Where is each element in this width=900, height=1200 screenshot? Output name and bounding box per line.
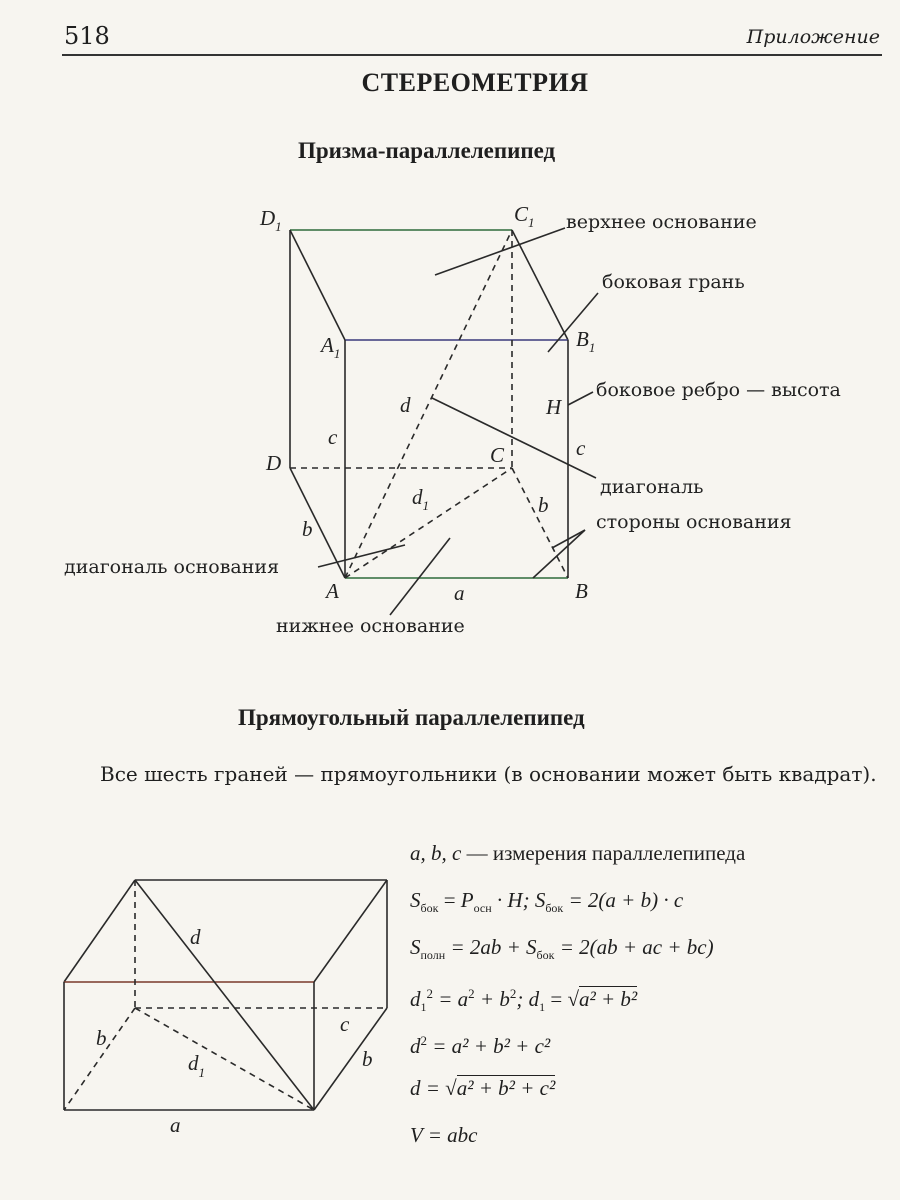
edge-label-c-left: c [328, 425, 338, 449]
box-space-diagonal [135, 880, 314, 1110]
box-label-b-left: b [96, 1026, 107, 1050]
sqrt-sign: √ [567, 987, 579, 1011]
leader-top-base [435, 228, 565, 275]
formula-total-area: $S_{полн} = 2ab + S_{бок} = 2(ab$ + ac + bc) [410, 935, 714, 963]
edge-label-b-back: b [538, 493, 549, 517]
box-label-d: d [190, 925, 201, 949]
base-diagonal-line [345, 468, 512, 578]
callout-bottom-base: нижнее основание [276, 615, 465, 637]
edge-label-b: b [302, 517, 313, 541]
formula-volume: V = abc [410, 1123, 478, 1147]
callout-base-diagonal: диагональ основания [64, 556, 280, 578]
sqrt-sign: √ [445, 1076, 457, 1100]
prism-vertex-labels [259, 202, 595, 605]
formula-list [410, 838, 890, 1167]
callout-lateral-edge: боковое ребро — высота [596, 379, 841, 401]
vertex-a1: $A_1$ [321, 333, 341, 361]
box-label-b-right: b [362, 1047, 373, 1071]
callout-diagonal: диагональ [600, 476, 704, 498]
box-label-c: c [340, 1012, 350, 1036]
box-edge-top-right [314, 880, 387, 982]
box-labels [96, 925, 373, 1137]
box-label-d1: $d_1$ [188, 1051, 205, 1080]
vertex-b1: $B_1$ [576, 327, 596, 355]
prism-callouts [64, 211, 841, 637]
callout-top-base: верхнее основание [566, 211, 757, 233]
vertex-c1: $C_1$ [514, 202, 535, 230]
box-edge-top-left [64, 880, 135, 982]
edge-label-a: a [454, 581, 465, 605]
main-title: СТЕРЕОМЕТРИЯ [361, 68, 589, 97]
leader-base-side-1 [533, 530, 585, 578]
box-label-a: a [170, 1113, 181, 1137]
edge-label-c-right: c [576, 436, 586, 460]
vertex-b: B [575, 579, 588, 603]
edge-cb-hidden [512, 468, 568, 578]
prism-figure [290, 228, 598, 615]
formula-space-diagonal: d = √a² + b² + c² [410, 1076, 556, 1100]
edge-c1b1 [512, 230, 568, 340]
vertex-d: D [266, 451, 282, 475]
leader-lateral-edge [568, 392, 593, 405]
leader-base-diagonal [318, 545, 405, 567]
callout-lateral-face: боковая грань [602, 271, 745, 293]
box-base-diagonal [135, 1008, 314, 1110]
edge-label-h: H [546, 395, 562, 419]
vertex-c: C [490, 443, 505, 467]
vertex-d1: $D_1$ [260, 206, 282, 234]
leader-diagonal [432, 398, 596, 478]
page-number: 518 [64, 22, 110, 50]
intro-paragraph: Все шесть граней — прямоугольники (в основании может быть квадрат). [100, 762, 877, 786]
formula-dimensions: a, b, c — измерения параллелепипеда [410, 841, 746, 865]
box-edge-bottom-right [314, 1008, 387, 1110]
box-edge-bottom-left-hidden [64, 1008, 135, 1110]
callout-base-sides: стороны основания [596, 511, 792, 533]
running-title: Приложение [746, 26, 880, 48]
edge-d1a1 [290, 230, 345, 340]
vertex-a: A [326, 579, 339, 603]
section-title-rectangular: Прямоугольный параллелепипед [238, 705, 585, 730]
formula-base-diagonal: $d_1^2 = a^2 + b^2$; $d_1 = √a^2 + b^2$ [410, 986, 638, 1015]
box-figure [64, 880, 387, 1110]
edge-label-d1: $d_1$ [412, 485, 429, 513]
formula-space-diagonal-square: $d^2 = a^2 + b^2 + c^2$ [410, 1033, 551, 1058]
leader-bottom-base [390, 538, 450, 615]
edge-label-d: d [400, 393, 411, 417]
formula-lateral-area: $S_{бок} = P_{осн} \cdot H$; $S_{бок} = 2(a + b) \cdot c$ [410, 888, 684, 916]
section-title-prism: Призма-параллелепипед [298, 138, 556, 163]
space-diagonal-line [345, 230, 512, 578]
